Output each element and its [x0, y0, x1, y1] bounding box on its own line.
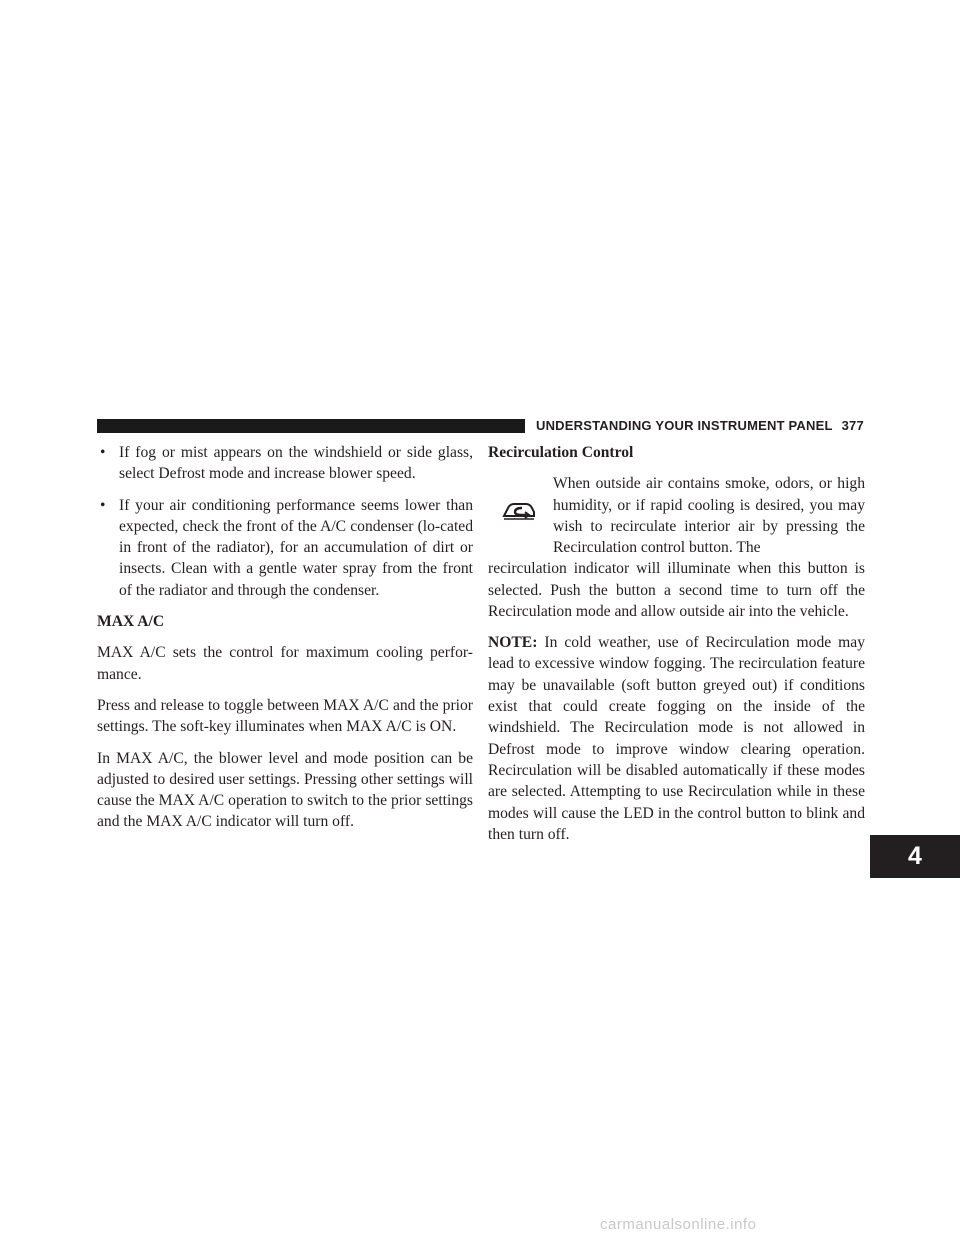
recirculation-icon: [502, 499, 536, 521]
left-column: [97, 442, 473, 843]
section-title: UNDERSTANDING YOUR INSTRUMENT PANEL: [536, 418, 833, 433]
watermark-text: carmanualsonline.info: [600, 1216, 757, 1233]
recirculation-intro: [488, 473, 865, 558]
paragraph: MAX A/C sets the control for maximum cooling perfor-mance.: [97, 644, 473, 683]
note-label: NOTE:: [488, 634, 538, 652]
page-number: 377: [841, 418, 864, 433]
paragraph: In MAX A/C, the blower level and mode position can be adjusted to desired user settings. Pressing other settings will cause the MAX A/C operation to switch to the prior settings and the MAX A/C indicator will turn off.: [97, 749, 473, 831]
right-column: [488, 442, 865, 855]
header-rule-bar: [97, 419, 525, 433]
bullet-dot: •: [100, 444, 106, 461]
max-ac-heading: MAX A/C: [97, 613, 165, 631]
recirculation-lead-text: When outside air contains smoke, odors, or high humidity, or if rapid cooling is desired, you may wish to recirculate interior air by pressing the Recirculation control button. The: [553, 475, 865, 557]
paragraph: Press and release to toggle between MAX A/C and the prior settings. The soft-key illuminates when MAX A/C is ON.: [97, 696, 473, 736]
bullet-text: If your air conditioning performance seems lower than expected, check the front of the A/C condenser (lo-cated in front of the radiator), for an accumulation of dirt or insects. Clean with a gentle water spray from the front of the radiator and through the condenser.: [119, 496, 473, 599]
bullet-dot: •: [100, 496, 106, 514]
note-paragraph: [488, 632, 865, 845]
note-text: In cold weather, use of Recirculation mode may lead to excessive window fogging. The recirculation feature may be unavailable (soft button greyed out) if conditions exist that could create fogging on the inside of the windshield. The Recirculation mode is not allowed in Defrost mode to improve window clearing operation. Recirculation will be disabled automatically if these modes are selected. Attempting to use Recirculation while in these modes will cause the LED in the control button to blink and then turn off.: [488, 634, 865, 843]
chapter-tab: 4: [870, 835, 960, 878]
running-header: [536, 418, 864, 433]
bullet-text: If fog or mist appears on the windshield or side glass, select Defrost mode and increase blower speed.: [119, 444, 473, 483]
recirculation-continuation: recirculation indicator will illuminate when this button is selected. Push the button a second time to turn off the Recirculation mode and allow outside air into the vehicle.: [488, 560, 865, 620]
recirculation-heading: Recirculation Control: [488, 444, 634, 461]
bullet-item: [97, 442, 473, 485]
bullet-item: [97, 495, 473, 601]
